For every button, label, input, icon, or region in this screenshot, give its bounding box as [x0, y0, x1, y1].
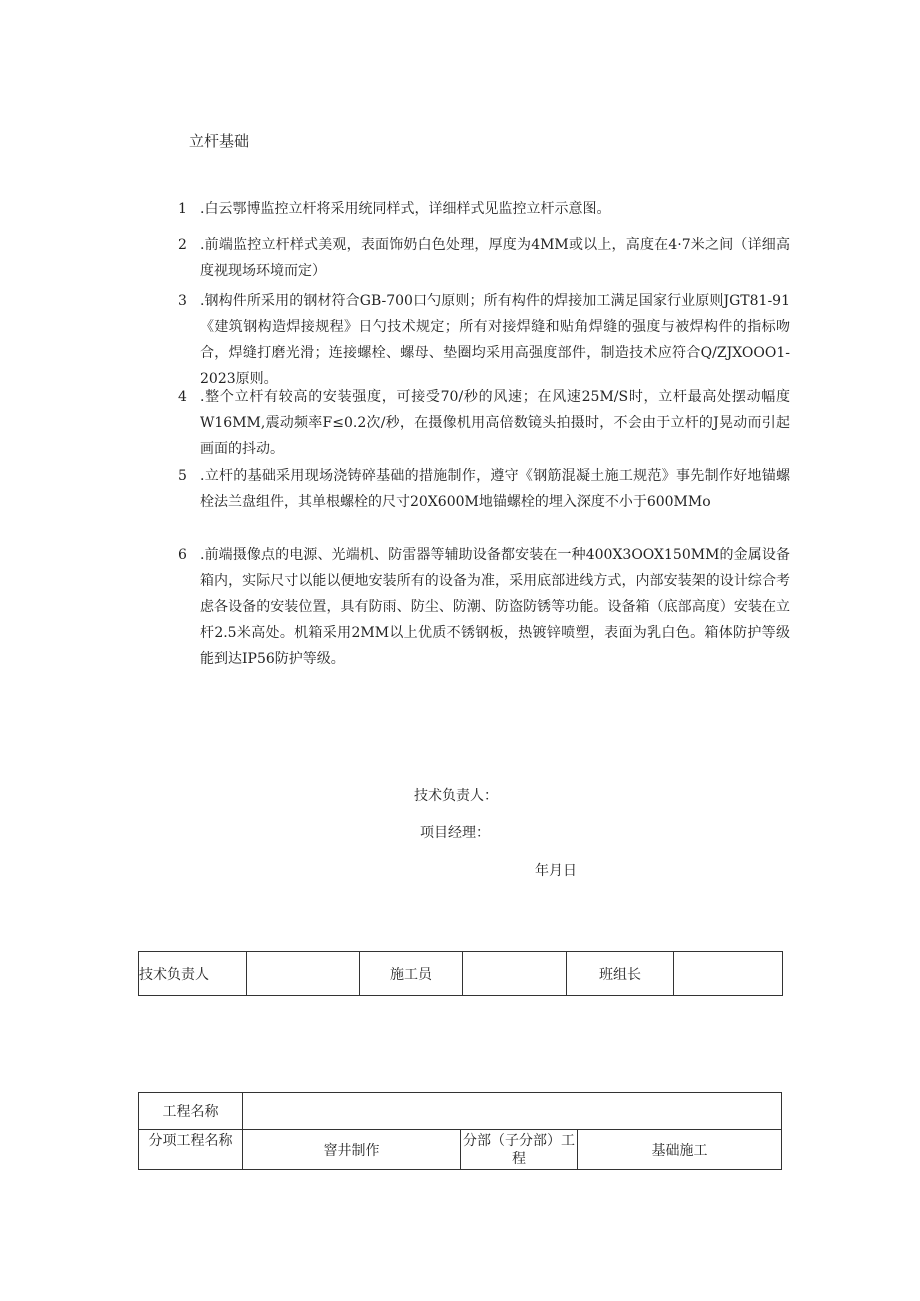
sign-table [138, 951, 783, 996]
list-item [178, 463, 790, 515]
project-name-value [243, 1093, 782, 1130]
project-table [138, 1092, 782, 1170]
item-number: 3 [178, 293, 187, 309]
list-item [178, 542, 790, 672]
list-item [178, 232, 790, 284]
sub-item-label: 分项工程名称 [139, 1130, 243, 1170]
item-text: .前端摄像点的电源、光端机、防雷器等辅助设备都安装在一种400X3OOX150MM的金属设备箱内，实际尺寸以能以便地安装所有的设备为准，采用底部进线方式，内部安装架的设计综合考虑各设备的安装位置，具有防雨、防尘、防潮、防盗防锈等功能。设备箱（底部高度）安装在立杆2.5米高处。机箱采用2MM以上优质不锈钢板，热镀锌喷塑，表面为乳白色。箱体防护等级能到达IP56防护等级。 [200, 547, 790, 667]
project-name-label: 工程名称 [139, 1093, 243, 1130]
item-text: .前端监控立杆样式美观，表面饰奶白色处理，厚度为4MM或以上，高度在4·7米之间（详细高度视现场环境而定） [200, 237, 790, 279]
division-value: 基础施工 [578, 1130, 782, 1170]
sign-label-tech-lead: 技术负责人 [139, 952, 247, 996]
item-text: .白云鄂博监控立杆将采用统同样式，详细样式见监控立杆示意图。 [200, 201, 611, 217]
signature-project-manager: 项目经理： [420, 825, 490, 841]
list-item [178, 288, 790, 392]
item-number: 6 [178, 547, 187, 563]
item-text: .整个立杆有较高的安装强度，可接受70/秒的风速；在风速25M/S时，立杆最高处摆动幅度W16MM,震动频率F≤0.2次/秒，在摄像机用高倍数镜头拍摄时，不会由于立杆的J晃动而引起画面的抖动。 [200, 389, 790, 457]
item-number: 4 [178, 389, 187, 405]
section-title: 立杆基础 [189, 132, 250, 150]
signature-tech-lead: 技术负责人： [414, 788, 498, 804]
item-text: .钢构件所采用的钢材符合GB-700口勺原则；所有构件的焊接加工满足国家行业原则JGT81-91《建筑钢构造焊接规程》日勺技术规定；所有对接焊缝和贴角焊缝的强度与被焊构件的指标吻合，焊缝打磨光滑；连接螺栓、螺母、垫圈均采用高强度部件，制造技术应符合Q/ZJXOOO1-2023原则。 [200, 293, 790, 387]
list-item [178, 196, 790, 222]
sign-field-worker [463, 952, 567, 996]
list-item [178, 384, 790, 462]
item-number: 1 [178, 201, 187, 217]
sign-label-team-leader: 班组长 [567, 952, 674, 996]
item-number: 5 [178, 468, 187, 484]
sign-label-worker: 施工员 [360, 952, 463, 996]
division-label: 分部（子分部）工程 [461, 1130, 578, 1170]
signature-date: 年月日 [535, 863, 577, 879]
sign-field-tech-lead [247, 952, 360, 996]
item-text: .立杆的基础采用现场浇铸碎基础的措施制作，遵守《钢筋混凝土施工规范》事先制作好地锚螺栓法兰盘组件，其单根螺栓的尺寸20X600M地锚螺栓的埋入深度不小于600MMo [200, 468, 790, 510]
sub-item-value: 窨井制作 [243, 1130, 461, 1170]
sign-field-team-leader [674, 952, 783, 996]
item-number: 2 [178, 237, 187, 253]
